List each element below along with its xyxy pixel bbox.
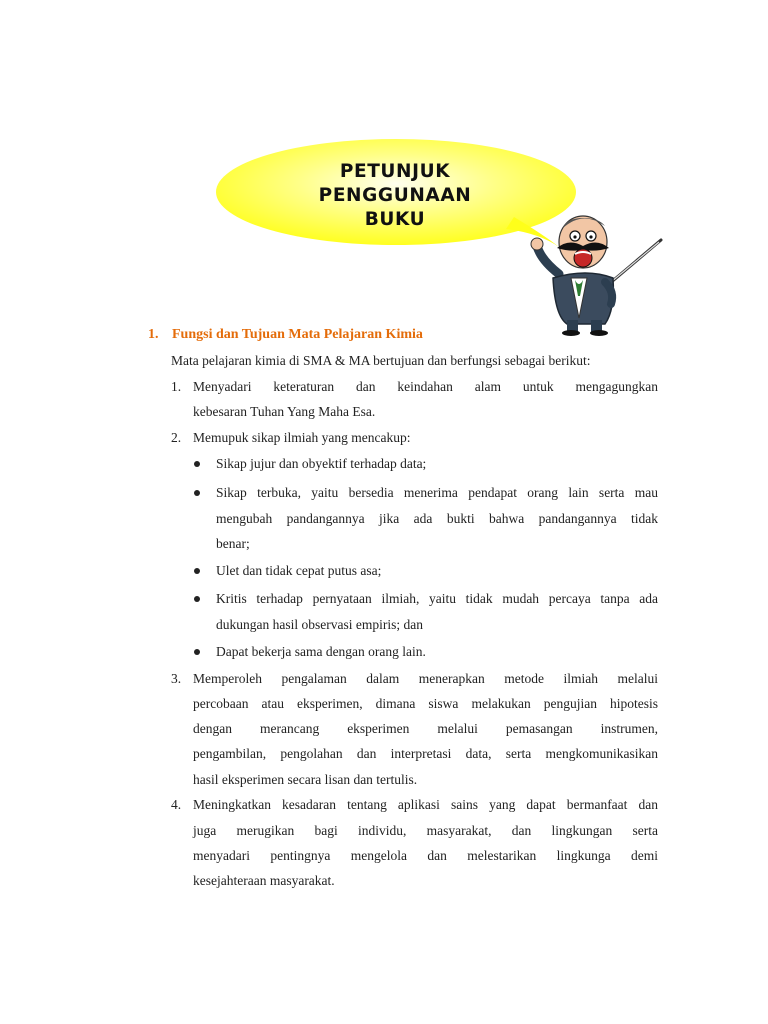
- section-number: 1.: [148, 327, 159, 342]
- item-4-line-4: kesejahteraan masyarakat.: [193, 873, 335, 888]
- item-2-bullet-2-line-3: benar;: [216, 536, 250, 551]
- item-2-bullet-1: Sikap jujur dan obyektif terhadap data;: [216, 456, 427, 471]
- item-2-bullet-4-line-1: Kritis terhadap pernyataan ilmiah, yaitu tidak mudah percaya tanpa ada: [216, 591, 658, 606]
- item-2-bullet-3: Ulet dan tidak cepat putus asa;: [216, 563, 382, 578]
- bullet-dot-icon: [194, 461, 200, 467]
- shouting-professor-icon: [527, 212, 667, 336]
- item-3-line-1: Memperoleh pengalaman dalam menerapkan metode ilmiah melalui: [193, 671, 658, 686]
- item-4-line-3: menyadari pentingnya mengelola dan melestarikan lingkunga demi: [193, 848, 658, 863]
- item-3-line-5: hasil eksperimen secara lisan dan tertulis.: [193, 772, 418, 787]
- section-heading-text: Fungsi dan Tujuan Mata Pelajaran Kimia: [172, 327, 423, 342]
- item-3-line-3: dengan merancang eksperimen melalui pemasangan instrumen,: [193, 721, 658, 736]
- item-3-marker: 3.: [171, 671, 182, 686]
- item-2-line-1: Memupuk sikap ilmiah yang mencakup:: [193, 430, 411, 445]
- item-4-line-2: juga merugikan bagi individu, masyarakat, dan lingkungan serta: [193, 823, 658, 838]
- page-title: [300, 160, 490, 232]
- item-1-marker: 1.: [171, 379, 182, 394]
- item-2-bullet-4-line-2: dukungan hasil observasi empiris; dan: [216, 617, 423, 632]
- item-2-bullet-5: Dapat bekerja sama dengan orang lain.: [216, 644, 426, 659]
- title-line-1: PETUNJUK: [339, 161, 451, 182]
- item-1-line-1: Menyadari keteraturan dan keindahan alam untuk mengagungkan: [193, 379, 658, 394]
- title-line-3: BUKU: [364, 209, 426, 230]
- item-3-line-4: pengambilan, pengolahan dan interpretasi data, serta mengkomunikasikan: [193, 746, 658, 761]
- item-2-bullet-2-line-2: mengubah pandangannya jika ada bukti bahwa pandangannya tidak: [216, 511, 658, 526]
- bullet-dot-icon: [194, 649, 200, 655]
- item-2-bullet-2-line-1: Sikap terbuka, yaitu bersedia menerima pendapat orang lain serta mau: [216, 485, 658, 500]
- bullet-dot-icon: [194, 596, 200, 602]
- item-1-line-2: kebesaran Tuhan Yang Maha Esa.: [193, 404, 376, 419]
- bullet-dot-icon: [194, 568, 200, 574]
- item-2-marker: 2.: [171, 430, 182, 445]
- item-3-line-2: percobaan atau eksperimen, dimana siswa melakukan pengujian hipotesis: [193, 696, 658, 711]
- bullet-dot-icon: [194, 490, 200, 496]
- item-4-marker: 4.: [171, 797, 182, 812]
- title-line-2: PENGGUNAAN: [318, 185, 472, 206]
- section-intro: Mata pelajaran kimia di SMA & MA bertujuan dan berfungsi sebagai berikut:: [171, 353, 591, 368]
- item-4-line-1: Meningkatkan kesadaran tentang aplikasi sains yang dapat bermanfaat dan: [193, 797, 658, 812]
- section-heading: [148, 327, 423, 343]
